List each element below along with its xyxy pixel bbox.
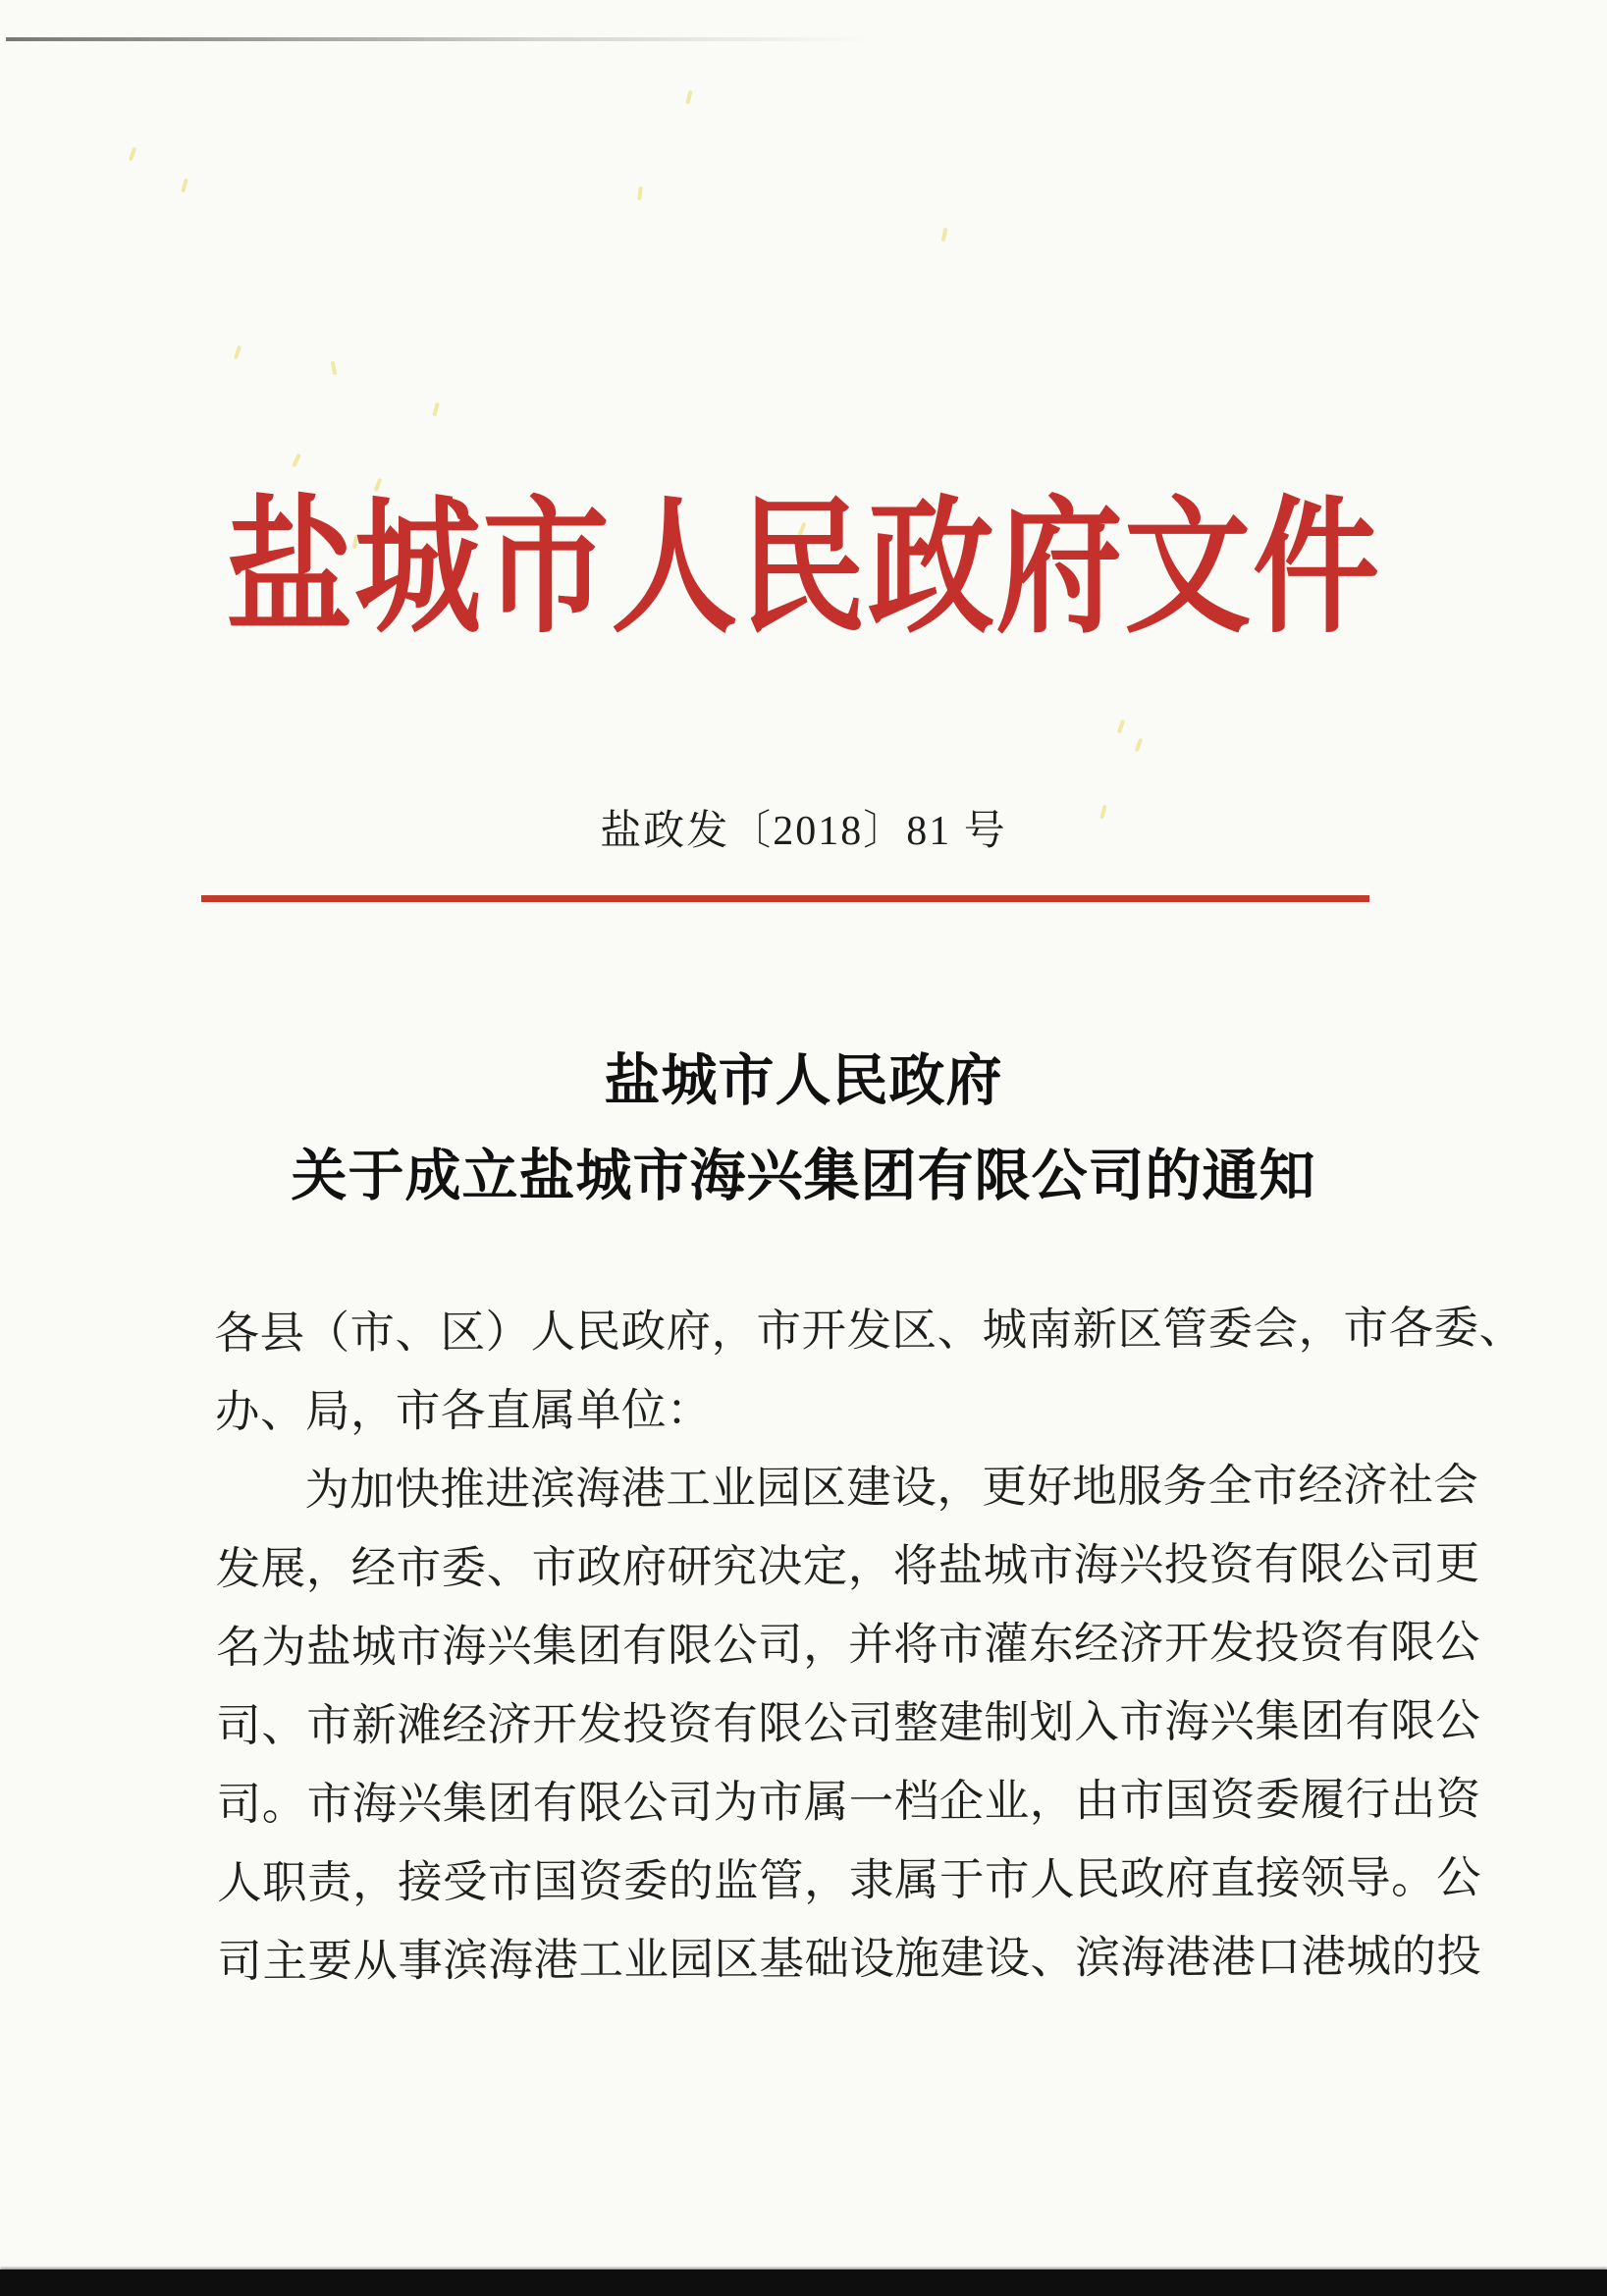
body-line: 各县（市、区）人民政府，市开发区、城南新区管委会，市各委、 [214, 1302, 1525, 1359]
scan-speck [637, 187, 643, 200]
scan-speck [181, 179, 187, 193]
body-line: 人职责，接受市国资委的监管，隶属于市人民政府直接领导。公 [216, 1851, 1482, 1908]
document-title-line2: 关于成立盐城市海兴集团有限公司的通知 [291, 1146, 1316, 1207]
body-line: 名为盐城市海兴集团有限公司，并将市灌东经济开发投资有限公 [215, 1616, 1481, 1673]
scan-speck [234, 346, 241, 360]
document-body [214, 1289, 1525, 2001]
scan-speck [685, 90, 692, 105]
scan-speck [1117, 720, 1125, 734]
document-number: 盐政发〔2018〕81 号 [600, 809, 1007, 854]
scan-speck [432, 402, 440, 417]
scanner-edge-strip [0, 2269, 1607, 2296]
body-line: 司主要从事滨海港工业园区基础设施建设、滨海港港口港城的投 [217, 1930, 1482, 1987]
scan-speck [1135, 738, 1144, 753]
scan-speck [941, 228, 948, 242]
document-title-line1: 盐城市人民政府 [604, 1050, 1003, 1112]
scan-speck [331, 361, 338, 376]
document-title [0, 1034, 1607, 1224]
masthead-title: 盐城市人民政府文件 [226, 488, 1381, 651]
body-line: 司、市新滩经济开发投资有限公司整建制划入市海兴集团有限公 [216, 1694, 1481, 1751]
scan-speck [129, 147, 137, 162]
red-divider-rule [201, 895, 1369, 902]
scanner-noise-line [6, 37, 870, 41]
body-line: 办、局，市各直属单位： [214, 1384, 713, 1437]
body-line: 司。市海兴集团有限公司为市属一档企业，由市国资委履行出资 [216, 1773, 1481, 1830]
body-line: 发展，经市委、市政府研究决定，将盐城市海兴投资有限公司更 [215, 1537, 1480, 1594]
body-line: 为加快推进滨海港工业园区建设，更好地服务全市经济社会 [304, 1459, 1479, 1516]
scan-speck [292, 454, 301, 467]
